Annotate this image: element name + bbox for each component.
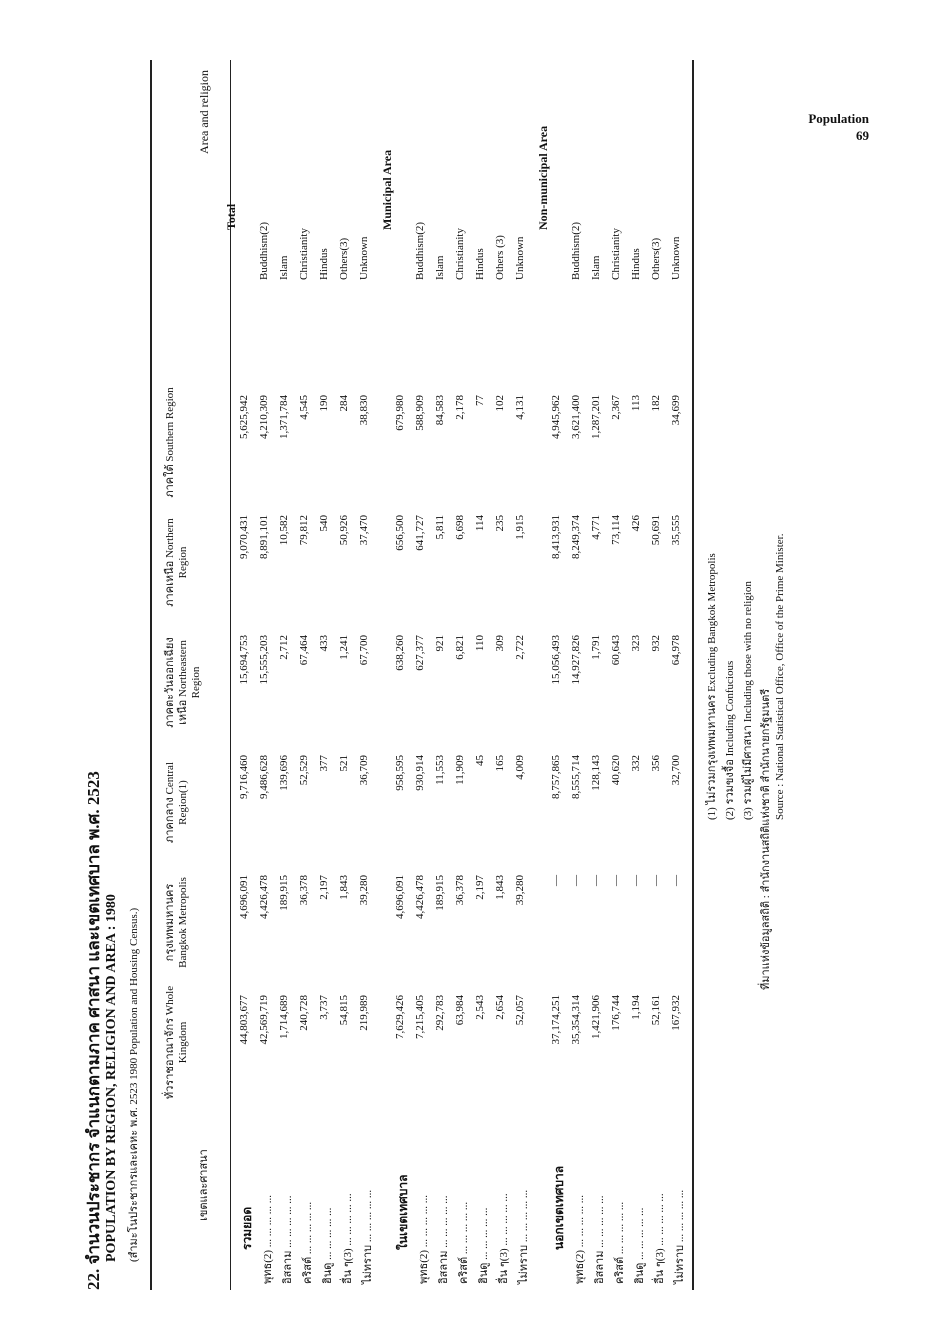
table-row [358, 60, 378, 1290]
row-label-thai: ฮินดู ... ... ... ... ... [478, 1207, 490, 1284]
total-cell: 44,803,677 [238, 995, 250, 1045]
table-number: 22. [84, 1268, 103, 1290]
column-header: ภาคใต้ Southern Region [164, 387, 176, 498]
page-number: 69 [856, 128, 869, 143]
table-cell: 45 [474, 755, 486, 766]
header-area-english: Area and religion [197, 70, 211, 154]
table-row [474, 60, 494, 1290]
table-cell: 60,643 [610, 635, 622, 666]
title-thai-text: จำนวนประชากร จำแนกตามภาค ศาสนา และเขตเทศบาล พ.ศ. 2523 [84, 771, 103, 1265]
row-label-thai: ฮินดู ... ... ... ... ... [322, 1207, 334, 1284]
table-cell: 114 [474, 515, 486, 532]
total-cell: 4,696,091 [238, 875, 250, 919]
row-label-thai: อิสลาม ... ... ... ... ... [438, 1195, 450, 1284]
table-cell: 8,249,374 [570, 515, 582, 559]
section-heading-thai: รวมยอด [240, 1206, 254, 1250]
table-cell: 4,545 [298, 395, 310, 420]
table-cell: 433 [318, 635, 330, 652]
table-cell: 67,464 [298, 635, 310, 666]
table-cell: — [650, 875, 662, 886]
column-header: ภาคเหนือ Northern Region [164, 518, 189, 607]
table-title-english: POPULATION BY REGION, RELIGION AND AREA : 1980 [104, 894, 119, 1262]
table-row [670, 60, 690, 1290]
table-cell: 9,486,628 [258, 755, 270, 799]
total-cell: 679,980 [394, 395, 406, 431]
table-subtitle: (สำมะโนประชากรและเคหะ พ.ศ. 2523 1980 Population and Housing Census.) [128, 907, 140, 1262]
row-label-english: Islam [278, 255, 290, 280]
table-row [570, 60, 590, 1290]
table-row [258, 60, 278, 1290]
row-label-thai: คริสต์ ... ... ... ... ... [614, 1201, 626, 1284]
table-cell: 332 [630, 755, 642, 772]
table-cell: 38,830 [358, 395, 370, 426]
bottom-rule [692, 60, 694, 1290]
row-label-thai: อื่น ๆ(3) ... ... ... ... ... [654, 1193, 666, 1284]
running-head-section: Population [808, 111, 869, 126]
table-cell: 64,978 [670, 635, 682, 666]
table-cell: 8,891,101 [258, 515, 270, 559]
table-cell: 167,932 [670, 995, 682, 1031]
table-cell: 627,377 [414, 635, 426, 671]
table-cell: 1,287,201 [590, 395, 602, 439]
section-heading-english: Total [224, 203, 238, 230]
table-cell: 930,914 [414, 755, 426, 791]
table-cell: 2,712 [278, 635, 290, 660]
table-cell: 4,210,309 [258, 395, 270, 439]
table-cell: 139,696 [278, 755, 290, 791]
table-cell: 52,161 [650, 995, 662, 1026]
table-cell: — [670, 875, 682, 886]
table-cell: 1,843 [338, 875, 350, 900]
table-cell: 309 [494, 635, 506, 652]
table-cell: 1,371,784 [278, 395, 290, 439]
table-cell: 5,811 [434, 515, 446, 540]
table-cell: 34,699 [670, 395, 682, 426]
table-cell: 50,691 [650, 515, 662, 546]
table-row [630, 60, 650, 1290]
table-cell: 10,582 [278, 515, 290, 546]
table-cell: 77 [474, 395, 486, 406]
total-cell: 958,595 [394, 755, 406, 791]
row-label-thai: อิสลาม ... ... ... ... ... [282, 1195, 294, 1284]
table-cell: 240,728 [298, 995, 310, 1031]
source-english: Source : National Statistical Office, Office of the Prime Minister. [774, 533, 786, 820]
row-label-english: Christianity [298, 228, 310, 280]
table-cell: 588,909 [414, 395, 426, 431]
table-cell: 54,815 [338, 995, 350, 1026]
table-cell: 35,354,314 [570, 995, 582, 1045]
table-cell: 36,378 [298, 875, 310, 906]
table-cell: 52,529 [298, 755, 310, 786]
table-cell: 2,367 [610, 395, 622, 420]
row-label-english: Islam [590, 255, 602, 280]
total-cell: 15,056,493 [550, 635, 562, 685]
table-cell: 8,555,714 [570, 755, 582, 799]
total-cell: — [550, 875, 562, 886]
top-rule [150, 60, 152, 1290]
table-cell: 284 [338, 395, 350, 412]
table-cell: 102 [494, 395, 506, 412]
total-cell: 5,625,942 [238, 395, 250, 439]
total-cell: 7,629,426 [394, 995, 406, 1039]
table-cell: 182 [650, 395, 662, 412]
table-cell: 67,700 [358, 635, 370, 666]
row-label-thai: พุทธ(2) ... ... ... ... ... [262, 1194, 274, 1284]
total-cell: 8,413,931 [550, 515, 562, 559]
table-cell: 6,698 [454, 515, 466, 540]
table-cell: 73,114 [610, 515, 622, 545]
table-row [650, 60, 670, 1290]
table-cell: — [570, 875, 582, 886]
table-cell: 4,426,478 [258, 875, 270, 919]
section-heading-thai: นอกเขตเทศบาล [552, 1165, 566, 1250]
table-row [434, 60, 454, 1290]
footnote: (3) รวมผู้ไม่มีศาสนา Including those with no religion [742, 581, 754, 820]
column-header: ภาคกลาง Central Region(1) [164, 762, 189, 843]
table-cell: 1,791 [590, 635, 602, 660]
footnote: (2) รวมขงจื้อ Including Confucious [724, 660, 736, 820]
row-label-english: Unknown [358, 236, 370, 280]
total-cell: 9,716,460 [238, 755, 250, 799]
table-cell: 2,654 [494, 995, 506, 1020]
table-row [278, 60, 298, 1290]
table-cell: 36,709 [358, 755, 370, 786]
row-label-thai: ไม่ทราบ ... ... ... ... ... [362, 1189, 374, 1284]
table-cell: 79,812 [298, 515, 310, 546]
table-cell: 11,909 [454, 755, 466, 785]
table-cell: 2,197 [318, 875, 330, 900]
table-cell: 932 [650, 635, 662, 652]
column-header: กรุงเทพมหานคร Bangkok Metropolis [164, 877, 189, 968]
table-cell: 426 [630, 515, 642, 532]
table-cell: 219,989 [358, 995, 370, 1031]
section-heading-english: Non-municipal Area [536, 125, 550, 230]
row-label-thai: ไม่ทราบ ... ... ... ... ... [674, 1189, 686, 1284]
row-label-english: Buddhism(2) [570, 221, 582, 280]
row-label-thai: พุทธ(2) ... ... ... ... ... [574, 1194, 586, 1284]
total-cell: 656,500 [394, 515, 406, 551]
header-rule [230, 60, 231, 1290]
row-label-thai: อิสลาม ... ... ... ... ... [594, 1195, 606, 1284]
table-cell: 3,621,400 [570, 395, 582, 439]
row-label-thai: คริสต์ ... ... ... ... ... [458, 1201, 470, 1284]
table-row [298, 60, 318, 1290]
table-cell: 35,555 [670, 515, 682, 546]
row-label-thai: อื่น ๆ(3) ... ... ... ... ... [342, 1193, 354, 1284]
table-row [338, 60, 358, 1290]
section-heading-thai: ในเขตเทศบาล [396, 1174, 410, 1250]
table-cell: 189,915 [434, 875, 446, 911]
table-row [454, 60, 474, 1290]
table-cell: 1,421,906 [590, 995, 602, 1039]
table-cell: 15,555,203 [258, 635, 270, 685]
total-cell: 8,757,865 [550, 755, 562, 799]
table-cell: 4,426,478 [414, 875, 426, 919]
row-label-english: Buddhism(2) [414, 221, 426, 280]
table-cell: 50,926 [338, 515, 350, 546]
table-cell: 113 [630, 395, 642, 412]
row-label-thai: ไม่ทราบ ... ... ... ... ... [518, 1189, 530, 1284]
rotated-table-page [80, 60, 880, 1290]
table-cell: 4,009 [514, 755, 526, 780]
table-cell: 189,915 [278, 875, 290, 911]
table-cell: 36,378 [454, 875, 466, 906]
table-cell: 377 [318, 755, 330, 772]
row-label-english: Hindus [474, 248, 486, 280]
table-cell: 190 [318, 395, 330, 412]
table-cell: 1,714,689 [278, 995, 290, 1039]
row-label-thai: ฮินดู ... ... ... ... ... [634, 1207, 646, 1284]
table-cell: 165 [494, 755, 506, 772]
table-cell: 3,737 [318, 995, 330, 1020]
section-heading-english: Municipal Area [380, 149, 394, 230]
table-cell: 1,194 [630, 995, 642, 1020]
table-cell: 323 [630, 635, 642, 652]
table-row [414, 60, 434, 1290]
table-cell: 32,700 [670, 755, 682, 786]
row-label-english: Hindus [630, 248, 642, 280]
table-cell: — [610, 875, 622, 886]
table-cell: 84,583 [434, 395, 446, 426]
column-header: ทั่วราชอาณาจักร Whole Kingdom [164, 985, 189, 1100]
table-cell: 4,131 [514, 395, 526, 420]
table-cell: 14,927,826 [570, 635, 582, 685]
table-cell: 641,727 [414, 515, 426, 551]
table-cell: 2,543 [474, 995, 486, 1020]
row-label-english: Christianity [454, 228, 466, 280]
table-cell: 6,821 [454, 635, 466, 660]
table-cell: 4,771 [590, 515, 602, 540]
table-cell: 110 [474, 635, 486, 652]
table-cell: 128,143 [590, 755, 602, 791]
table-cell: — [630, 875, 642, 886]
table-cell: — [590, 875, 602, 886]
table-cell: 2,197 [474, 875, 486, 900]
row-label-english: Unknown [514, 236, 526, 280]
table-cell: 540 [318, 515, 330, 532]
row-label-english: Others(3) [650, 237, 662, 280]
table-cell: 521 [338, 755, 350, 772]
table-cell: 1,241 [338, 635, 350, 660]
table-cell: 2,178 [454, 395, 466, 420]
table-cell: 39,280 [514, 875, 526, 906]
header-area-thai: เขตและศาสนา [198, 1149, 210, 1221]
table-cell: 2,722 [514, 635, 526, 660]
total-cell: 37,174,251 [550, 995, 562, 1045]
total-cell: 4,945,962 [550, 395, 562, 439]
total-cell: 4,696,091 [394, 875, 406, 919]
total-cell: 9,070,431 [238, 515, 250, 559]
table-cell: 40,620 [610, 755, 622, 786]
row-label-english: Others (3) [494, 235, 506, 280]
table-row [494, 60, 514, 1290]
footnote: (1) ไม่รวมกรุงเทพมหานคร Excluding Bangkok Metropolis [706, 553, 718, 820]
row-label-english: Buddhism(2) [258, 221, 270, 280]
table-cell: 37,470 [358, 515, 370, 546]
table-cell: 921 [434, 635, 446, 652]
table-cell: 176,744 [610, 995, 622, 1031]
table-cell: 11,553 [434, 755, 446, 785]
table-cell: 7,215,405 [414, 995, 426, 1039]
table-row [610, 60, 630, 1290]
table-title-thai [80, 771, 107, 1290]
table-cell: 52,057 [514, 995, 526, 1026]
column-header: ภาคตะวันออกเฉียงเหนือ Northeastern Region [164, 637, 202, 728]
row-label-thai: พุทธ(2) ... ... ... ... ... [418, 1194, 430, 1284]
table-cell: 292,783 [434, 995, 446, 1031]
table-cell: 235 [494, 515, 506, 532]
table-cell: 42,569,719 [258, 995, 270, 1045]
row-label-english: Hindus [318, 248, 330, 280]
table-row [318, 60, 338, 1290]
row-label-thai: คริสต์ ... ... ... ... ... [302, 1201, 314, 1284]
section-total-row [394, 60, 414, 1290]
total-cell: 15,694,753 [238, 635, 250, 685]
table-cell: 1,915 [514, 515, 526, 540]
row-label-english: Others(3) [338, 237, 350, 280]
table-row [590, 60, 610, 1290]
table-cell: 63,984 [454, 995, 466, 1026]
table-cell: 356 [650, 755, 662, 772]
row-label-english: Islam [434, 255, 446, 280]
row-label-english: Christianity [610, 228, 622, 280]
table-row [514, 60, 534, 1290]
source-thai: ที่มาแห่งข้อมูลสถิติ : สำนักงานสถิติแห่งชาติ สำนักนายกรัฐมนตรี [760, 688, 772, 990]
row-label-english: Unknown [670, 236, 682, 280]
table-cell: 39,280 [358, 875, 370, 906]
section-total-row [550, 60, 570, 1290]
total-cell: 638,260 [394, 635, 406, 671]
row-label-thai: อื่น ๆ(3) ... ... ... ... ... [498, 1193, 510, 1284]
table-cell: 1,843 [494, 875, 506, 900]
section-total-row [238, 60, 258, 1290]
